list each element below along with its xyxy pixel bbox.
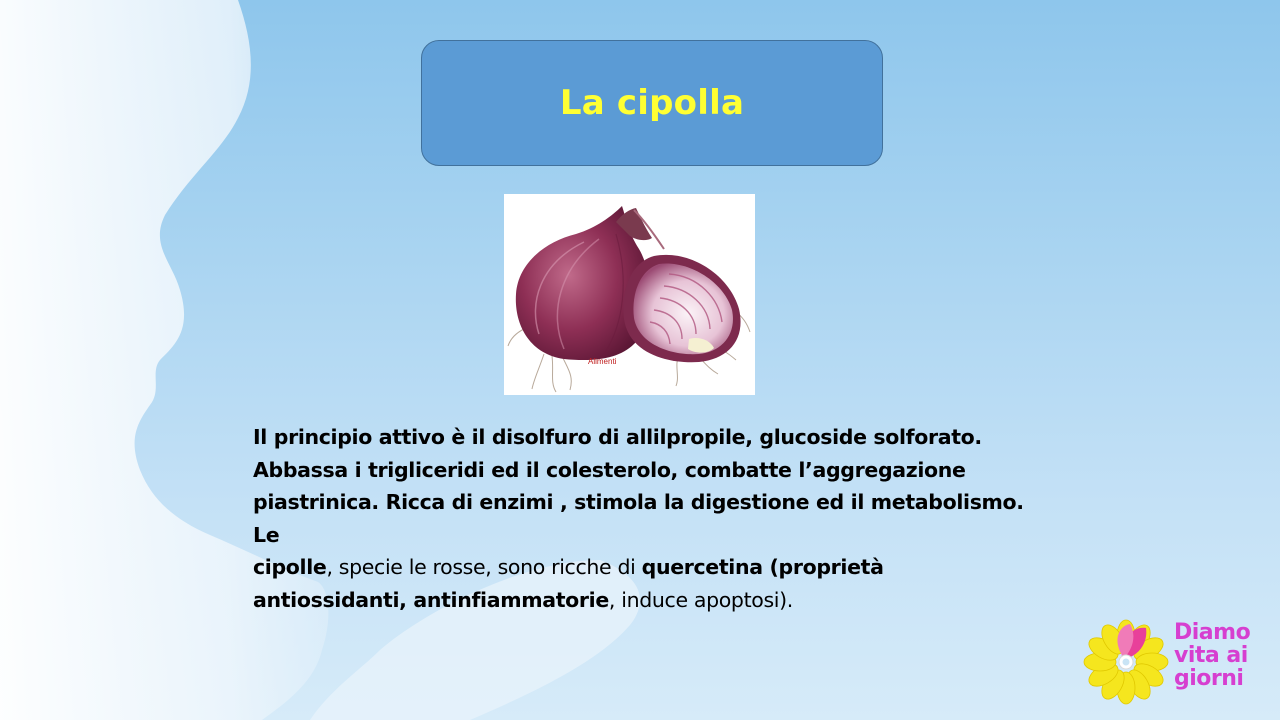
body-normal-text: , specie le rosse, sono ricche di xyxy=(326,555,642,580)
logo-text xyxy=(1174,621,1274,690)
red-onion-icon xyxy=(504,194,755,395)
body-line-2: Abbassa i trigliceridi ed il colesterolo, combatte l’aggregazione xyxy=(253,457,966,482)
body-bold-cipolle: cipolle xyxy=(253,555,327,580)
body-text xyxy=(253,421,1053,617)
body-line-5 xyxy=(253,584,1053,617)
body-bold-antiossidanti: antiossidanti, antinfiammatorie xyxy=(253,587,609,612)
logo-line-2: vita ai xyxy=(1174,643,1248,668)
body-bold-quercetina: quercetina (proprietà xyxy=(641,555,884,580)
onion-photo xyxy=(504,194,755,395)
logo-line-3: giorni xyxy=(1174,666,1244,691)
photo-watermark: Alimenti xyxy=(588,357,617,366)
flower-icon xyxy=(1082,618,1172,708)
slide-title-box xyxy=(421,40,883,166)
body-normal-apoptosi: , induce apoptosi). xyxy=(608,587,793,612)
body-line-3: piastrinica. Ricca di enzimi , stimola la digestione ed il metabolismo. Le xyxy=(253,490,1024,547)
slide-title: La cipolla xyxy=(559,83,745,123)
diamo-vita-ai-giorni-logo xyxy=(1082,618,1272,708)
body-line-4 xyxy=(253,551,1053,584)
logo-line-1: Diamo xyxy=(1174,620,1251,645)
body-line-1: Il principio attivo è il disolfuro di allilpropile, glucoside solforato. xyxy=(253,425,982,449)
